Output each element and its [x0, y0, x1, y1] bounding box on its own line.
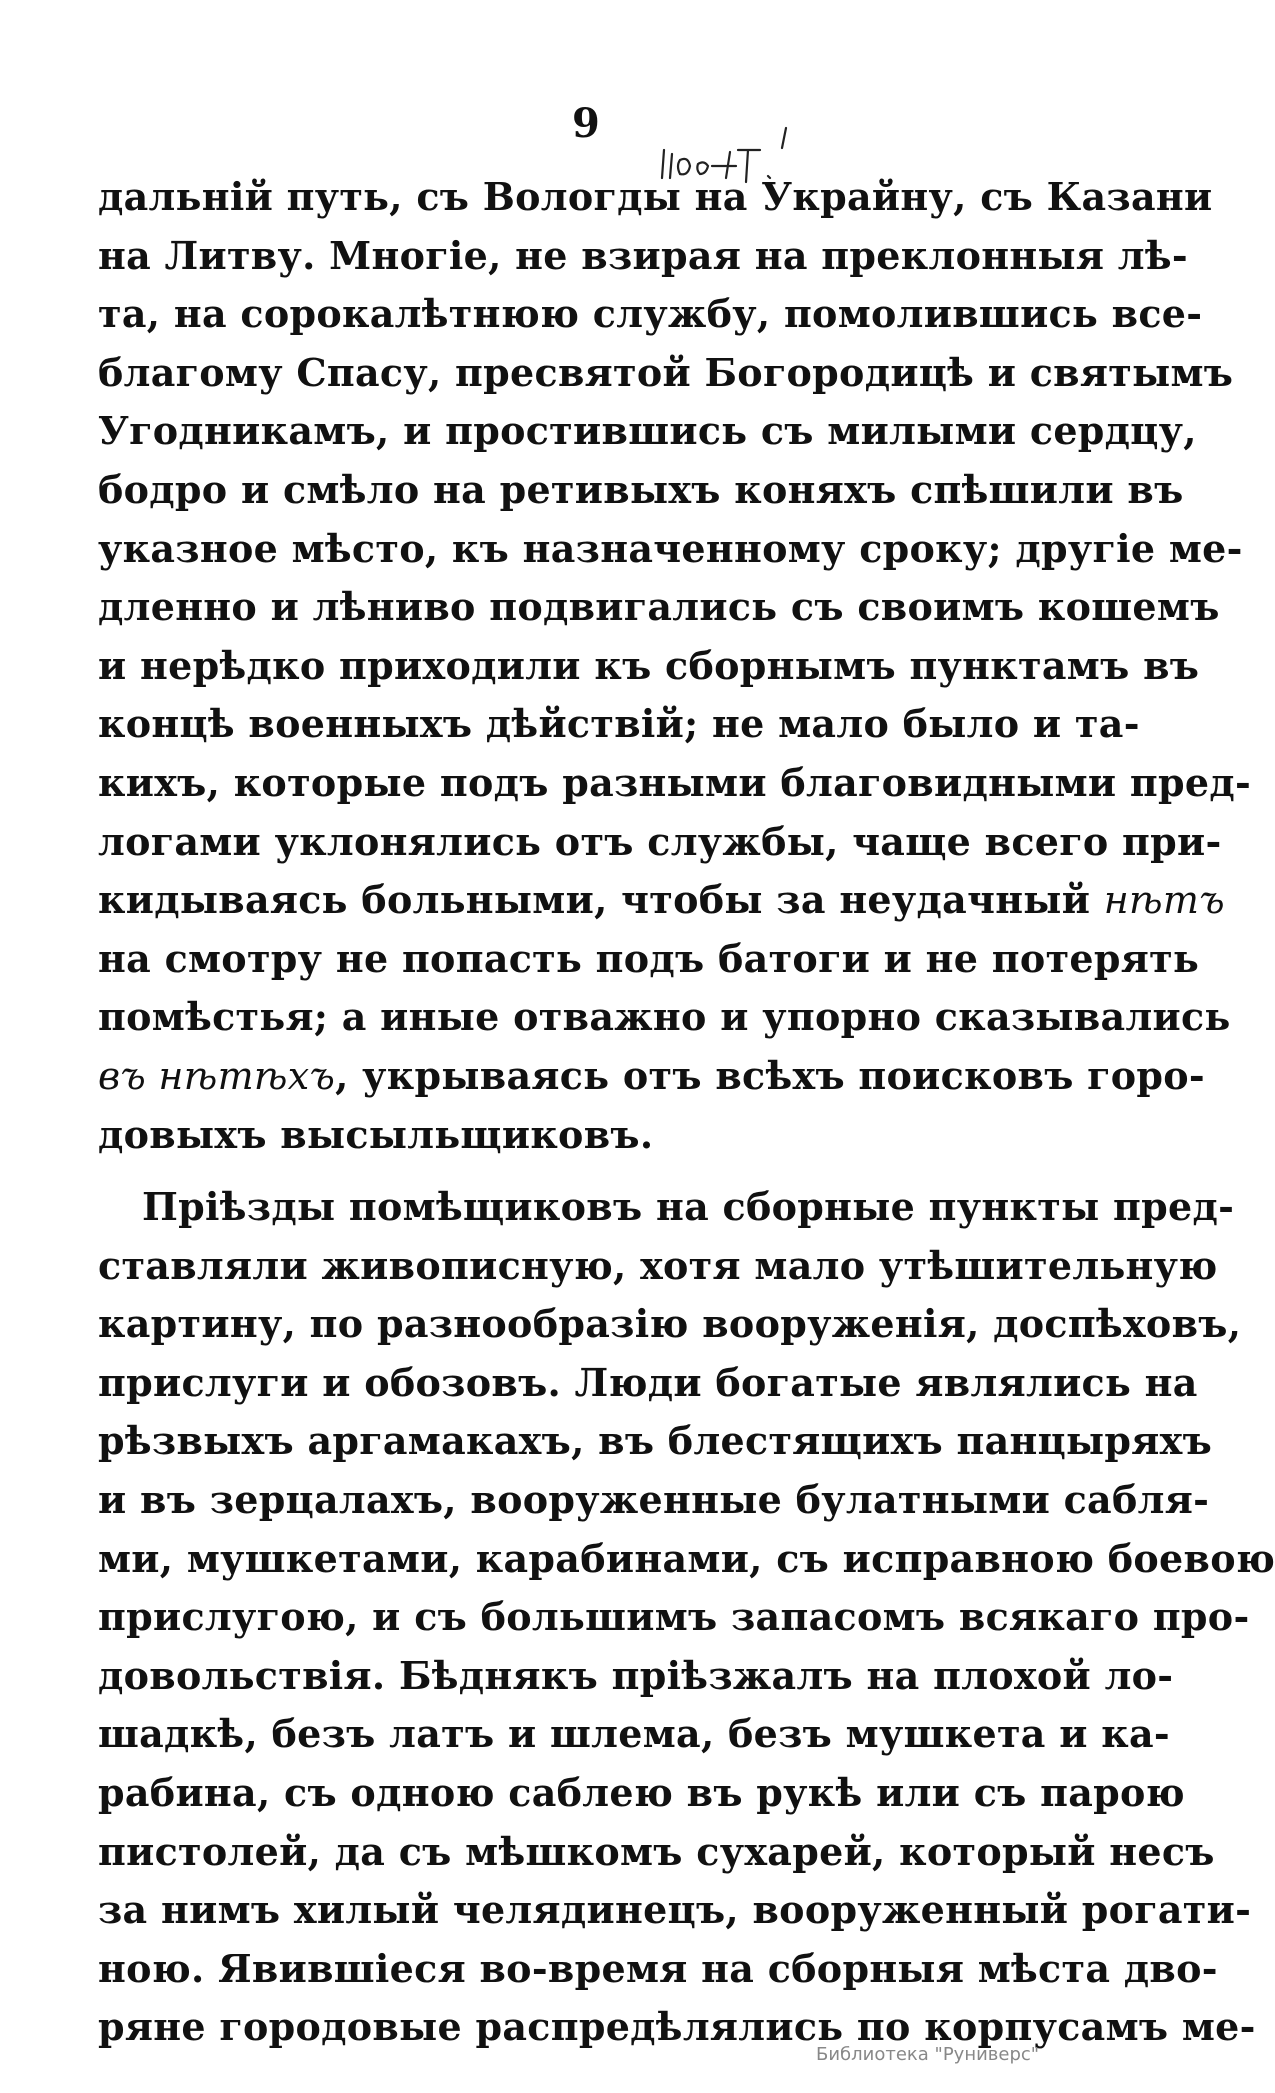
library-credit: Библиотека "Руниверс" — [816, 2044, 1040, 2065]
text-line: пистолей, да съ мѣшкомъ сухарей, который несъ — [98, 1828, 1215, 1874]
text-line: указное мѣсто, къ назначенному сроку; другіе ме- — [98, 525, 1243, 571]
text-line: та, на сорокалѣтнюю службу, помолившись все- — [98, 291, 1203, 337]
text-line: на смотру не попасть подъ батоги и не потерять — [98, 935, 1200, 981]
text-line: довольствія. Бѣднякъ пріѣзжалъ на плохой ло- — [98, 1652, 1174, 1698]
text-line: прислуги и обозовъ. Люди богатые являлись на — [98, 1359, 1198, 1405]
text-line: бодро и смѣло на ретивыхъ коняхъ спѣшили въ — [98, 466, 1184, 512]
italic-term: нѣтъ — [1103, 878, 1225, 923]
text-line: ставляли живописную, хотя мало утѣшительную — [98, 1242, 1218, 1288]
paragraph-1 — [98, 168, 1252, 1164]
text-line: за нимъ хилый челядинецъ, вооруженный рогати- — [98, 1887, 1252, 1933]
text-line: Угодникамъ, и простившись съ милыми сердцу, — [98, 408, 1197, 454]
text-line: дальній путь, съ Вологды на Украйну, съ Казани — [98, 174, 1213, 219]
text-line: и въ зерцалахъ, вооруженные булатными сабля- — [98, 1477, 1210, 1523]
text-line: ряне городовые распредѣлялись по корпусамъ ме- — [98, 2004, 1256, 2050]
page-number: 9 — [572, 100, 600, 147]
italic-term: въ нѣтѣхъ — [98, 1053, 336, 1098]
text-line: на Литву. Многіе, не взирая на преклонныя лѣ- — [98, 232, 1188, 278]
text-line: шадкѣ, безъ латъ и шлема, безъ мушкета и ка- — [98, 1711, 1171, 1757]
text-line: логами уклонялись отъ службы, чаще всего при- — [98, 818, 1222, 864]
text-segment: , укрываясь отъ всѣхъ поисковъ горо- — [335, 1052, 1205, 1098]
text-line: благому Спасу, пресвятой Богородицѣ и святымъ — [98, 349, 1234, 395]
text-line: ною. Явившіеся во-время на сборныя мѣста дво- — [98, 1945, 1218, 1991]
text-line: дленно и лѣниво подвигались съ своимъ кошемъ — [98, 584, 1220, 630]
text-line — [98, 871, 1225, 930]
text-line: и нерѣдко приходили къ сборнымъ пунктамъ въ — [98, 642, 1200, 688]
text-line: картину, по разнообразію вооруженія, доспѣховъ, — [98, 1301, 1242, 1347]
text-line: прислугою, и съ большимъ запасомъ всякаго про- — [98, 1594, 1250, 1640]
text-line: рѣзвыхъ аргамакахъ, въ блестящихъ панцыряхъ — [98, 1418, 1213, 1464]
text-line: концѣ военныхъ дѣйствій; не мало было и та- — [98, 701, 1140, 747]
text-line: помѣстья; а иные отважно и упорно сказывались — [98, 994, 1231, 1040]
text-segment: кидываясь больными, чтобы за неудачный — [98, 877, 1104, 923]
text-line: ми, мушкетами, карабинами, съ исправною боевою — [98, 1535, 1275, 1581]
text-line: Пріѣзды помѣщиковъ на сборные пункты пред- — [142, 1184, 1235, 1230]
text-line: кихъ, которые подъ разными благовидными пред- — [98, 759, 1252, 805]
text-body — [98, 168, 1275, 2057]
text-line — [98, 1047, 1205, 1106]
text-line: рабина, съ одною саблею въ рукѣ или съ парою — [98, 1770, 1185, 1816]
paragraph-2 — [98, 1178, 1275, 2057]
text-line: довыхъ высыльщиковъ. — [98, 1111, 654, 1157]
